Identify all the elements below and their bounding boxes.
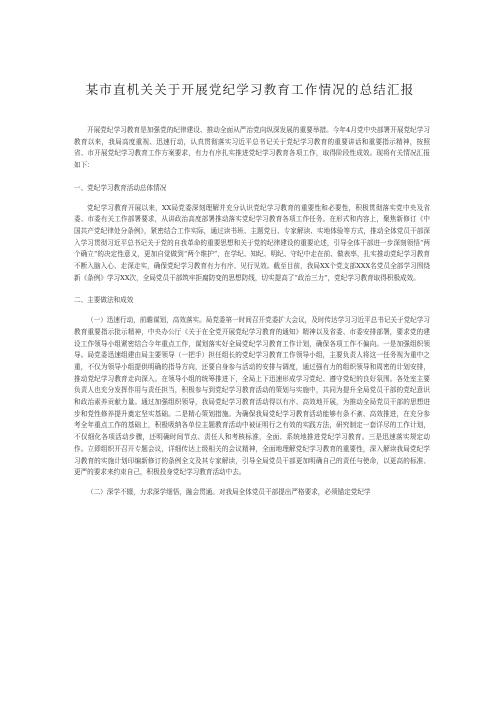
section-1-heading: 一、党纪学习教育活动总体情况	[74, 183, 167, 192]
section-1-paragraph: 党纪学习教育开展以来，XX局党委深刻理解并充分认识党纪学习教育的重要性和必要性，积极贯彻落实党中央及省委、市委有关工作部署要求，从讲政治高度部署推动落实党纪学习教育各项工作任务。在形式和内容上，聚焦新修订《中国共产党纪律处分条例》，紧密结合工作实际，通过读书班、主题党日、专家解读、实地体验等方式，推动全体党员干部深入学习贯彻习近平总书记关于党的自我革命的重要思想和关于党的纪律建设的重要论述，引导全体干部进一步深刻领悟“两个确立”的决定性意义，更加自觉做到“两个维护”，在学纪、知纪、明纪、守纪中走在前、做表率，扎实推动党纪学习教育不断入脑入心、走深走实，确保党纪学习教育有力有序、见行见效。截至目前，我局XX个党支部XXX名党员全部学习围绕新《条例》学习XX次，全局党员干部筑牢拒腐防变的思想防线，切实提高了“政治三力”，党纪学习教育取得积极成效。	[74, 203, 430, 282]
spacer	[74, 195, 430, 203]
section-2-paragraph-1: （一）迅速行动，前瞻谋划，高效落实。局党委第一时间召开党委扩大会议，及时传达学习习近平总书记关于党纪学习教育重要指示批示精神，中央办公厅《关于在全党开展党纪学习教育的通知》精神以及省委、市委安排部署，要求党的建设工作领导小组紧密结合今年重点工作，谋划落实好全局党纪学习教育工作计划，确保各项工作不偏向。一是加强组织领导。局党委迅速组建由局主要领导（一把手）担任组长的党纪学习教育工作领导小组，主要负责人将这一任务视为重中之重，不仅为领导小组提供明确的指导方向，还要自身参与活动的安排与调度，通过强有力的组织领导和周密的计划安排，推动党纪学习教育走向深入。在领导小组的统筹推进下，全局上下迅速形成学习党纪、遵守党纪的良好氛围。各处室主要负责人也充分发挥作用与责任担当，积极参与到党纪学习教育活动的策划与实施中，共同为提升全局党员干部的党纪意识和政治素养贡献力量。通过加强组织领导，我局党纪学习教育活动得以有序、高效地开展，为推动全局党员干部的思想进步和党性修养提升奠定坚实基础。二是精心策划措施。为确保我局党纪学习教育活动能够有条不紊、高效推进，在充分参考全年重点工作的基础上，积极吸纳各单位主题教育活动中被证明行之有效的实践方法，研究制定一套详尽的工作计划，不仅细化各项活动步骤，还明确时间节点、责任人和考核标准，全面、系统地推进党纪学习教育。三是迅速落实规定动作。立即组织开召开专题会议，详细传达上级相关的会议精神，全面地理解党纪学习教育的重要性，深入解读我局党纪学习教育的实施计划印编新修订的条例全文及其专家解读，引导全局党员干部更加明确自己的责任与使命，以更高的标准、更严的要求来约束自己，积极投身党纪学习教育活动中去。	[74, 316, 430, 477]
spacer	[74, 479, 430, 487]
spacer	[74, 284, 430, 295]
spacer	[74, 172, 430, 183]
section-2-heading: 二、主要做法和成效	[74, 296, 134, 305]
document-title: 某市直机关关于开展党纪学习教育工作情况的总结汇报	[85, 82, 415, 97]
section-2-paragraph-2: （二）深学不辍，力求深学细悟，融会贯通。对我局全体党员干部提出严格要求，必须锚定党纪学	[87, 487, 371, 496]
intro-paragraph: 开展党纪学习教育是加强党的纪律建设、推动全面从严治党向纵深发展的重要举措。今年4月党中央部署开展党纪学习教育以来，我局高度重视、迅速行动，认真贯彻落实习近平总书记关于党纪学习教育的重要讲话和重要指示精神，按照省、市开展党纪学习教育工作方案要求，有力有序扎实推进党纪学习教育各项工作，取得阶段性成效。现将有关情况汇报如下：	[74, 126, 430, 170]
document-body	[74, 125, 430, 499]
spacer	[74, 307, 430, 315]
